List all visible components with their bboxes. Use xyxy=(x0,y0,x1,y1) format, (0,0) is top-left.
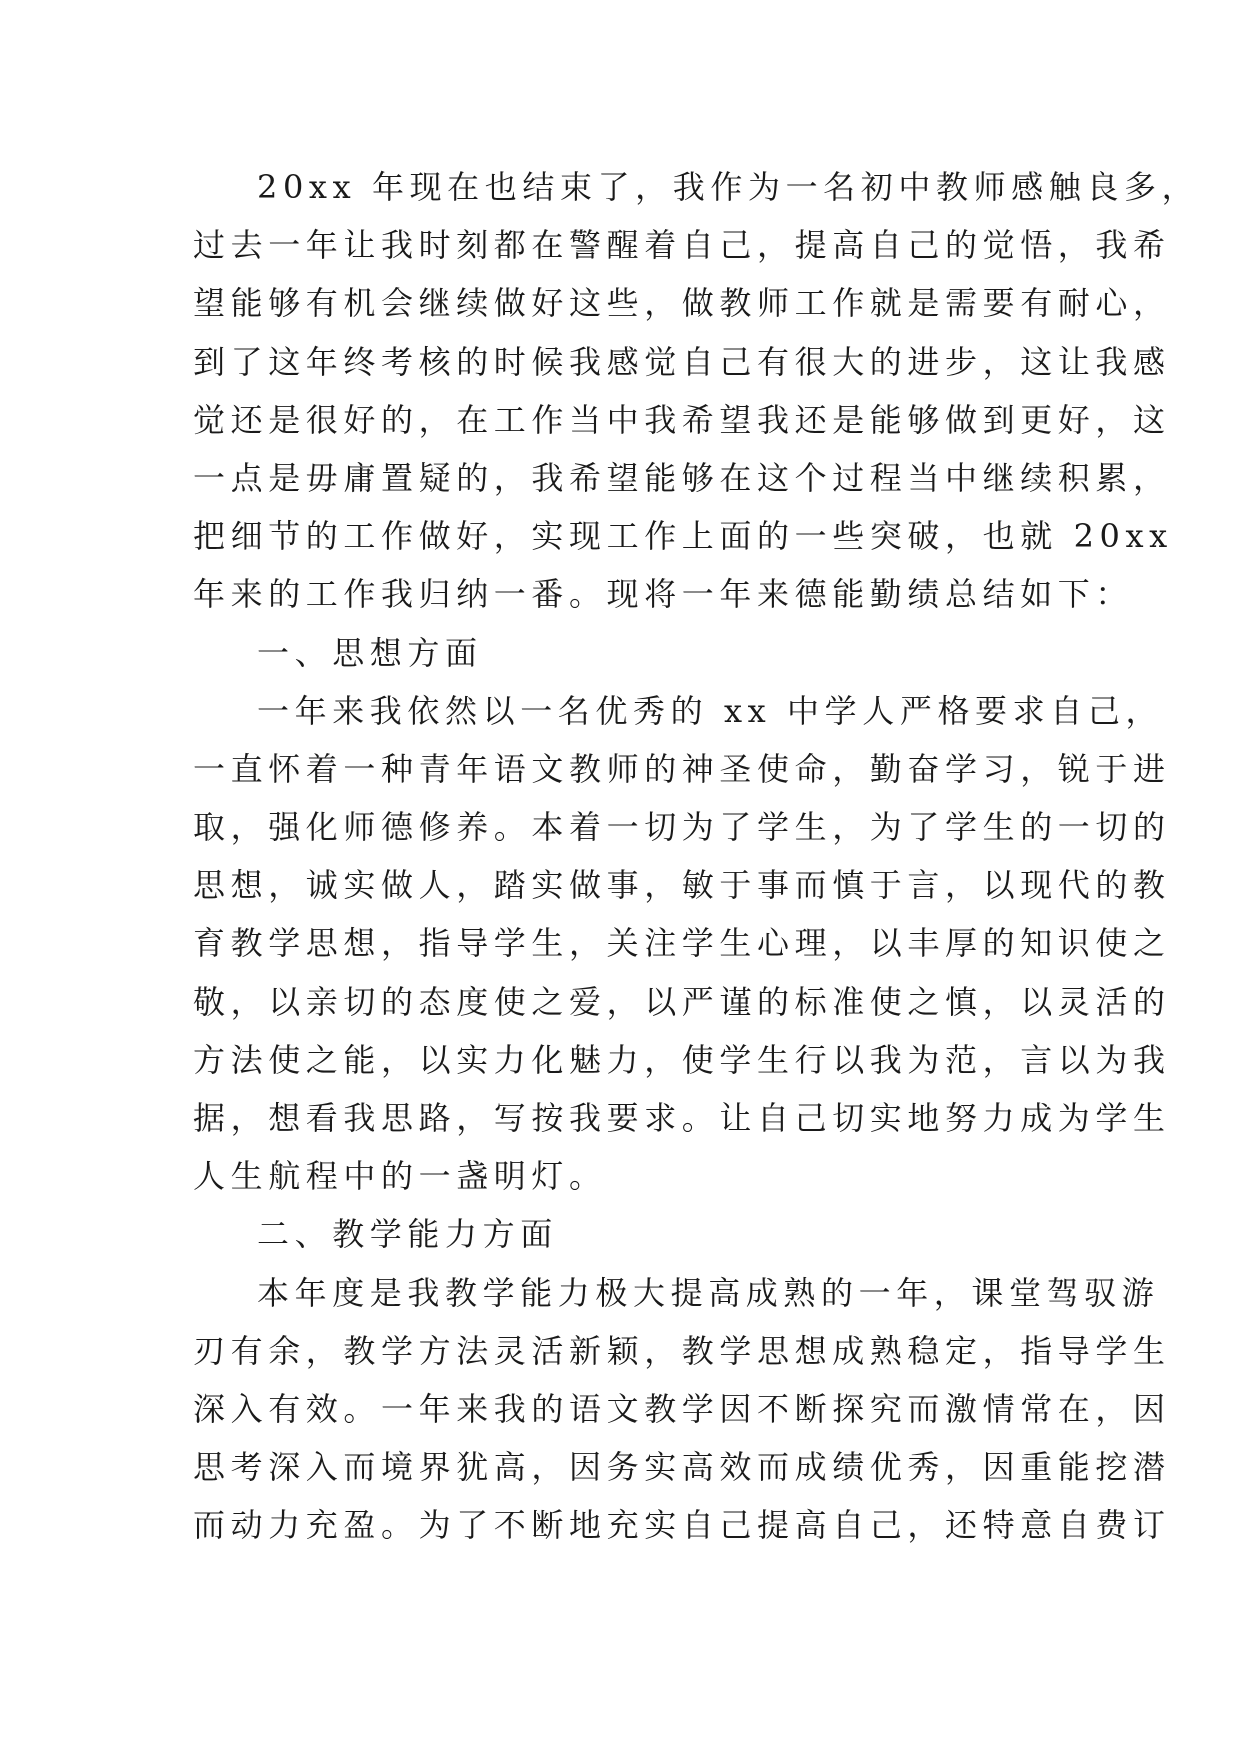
paragraph-thought-line-2: 一直怀着一种青年语文教师的神圣使命，勤奋学习，锐于进 xyxy=(193,749,1171,788)
paragraph-teaching-line-5: 而动力充盈。为了不断地充实自己提高自己，还特意自费订 xyxy=(193,1506,1171,1545)
paragraph-intro-line-8: 年来的工作我归纳一番。现将一年来德能勤绩总结如下： xyxy=(193,575,1134,614)
paragraph-thought-line-8: 据，想看我思路，写按我要求。让自己切实地努力成为学生 xyxy=(193,1099,1171,1137)
paragraph-thought-line-7: 方法使之能，以实力化魅力，使学生行以我为范，言以为我 xyxy=(193,1040,1171,1079)
document-body xyxy=(193,158,1200,1555)
paragraph-intro-line-4: 到了这年终考核的时候我感觉自己有很大的进步，这让我感 xyxy=(193,342,1171,381)
paragraph-intro-line-6: 一点是毋庸置疑的，我希望能够在这个过程当中继续积累， xyxy=(193,458,1171,497)
paragraph-intro-line-5: 觉还是很好的，在工作当中我希望我还是能够做到更好，这 xyxy=(193,400,1171,439)
paragraph-teaching-line-2: 刃有余，教学方法灵活新颖，教学思想成熟稳定，指导学生 xyxy=(193,1331,1171,1370)
paragraph-thought-line-4: 思想，诚实做人，踏实做事，敏于事而慎于言，以现代的教 xyxy=(193,866,1171,905)
paragraph-thought-line-3: 取，强化师德修养。本着一切为了学生，为了学生的一切的 xyxy=(193,808,1171,847)
paragraph-teaching-line-3: 深入有效。一年来我的语文教学因不断探究而激情常在，因 xyxy=(193,1389,1171,1428)
paragraph-teaching-line-4: 思考深入而境界犹高，因务实高效而成绩优秀，因重能挖潜 xyxy=(193,1448,1171,1487)
paragraph-teaching-line-1: 本年度是我教学能力极大提高成熟的一年，课堂驾驭游 xyxy=(257,1273,1160,1312)
paragraph-thought-line-5: 育教学思想，指导学生，关注学生心理，以丰厚的知识使之 xyxy=(193,924,1171,963)
paragraph-thought-line-6: 敬，以亲切的态度使之爱，以严谨的标准使之慎，以灵活的 xyxy=(193,982,1171,1021)
section-heading-teaching: 二、教学能力方面 xyxy=(257,1215,558,1254)
paragraph-intro-line-7: 把细节的工作做好，实现工作上面的一些突破，也就 20xx xyxy=(193,517,1173,556)
section-heading-thought: 一、思想方面 xyxy=(257,633,483,672)
paragraph-intro-line-2: 过去一年让我时刻都在警醒着自己，提高自己的觉悟，我希 xyxy=(193,226,1171,265)
paragraph-thought-line-1: 一年来我依然以一名优秀的 xx 中学人严格要求自己， xyxy=(257,691,1164,730)
paragraph-thought-line-9: 人生航程中的一盏明灯。 xyxy=(193,1157,607,1196)
paragraph-intro-line-3: 望能够有机会继续做好这些，做教师工作就是需要有耐心， xyxy=(193,284,1171,323)
paragraph-intro-line-1: 20xx 年现在也结束了，我作为一名初中教师感触良多， xyxy=(257,168,1200,206)
